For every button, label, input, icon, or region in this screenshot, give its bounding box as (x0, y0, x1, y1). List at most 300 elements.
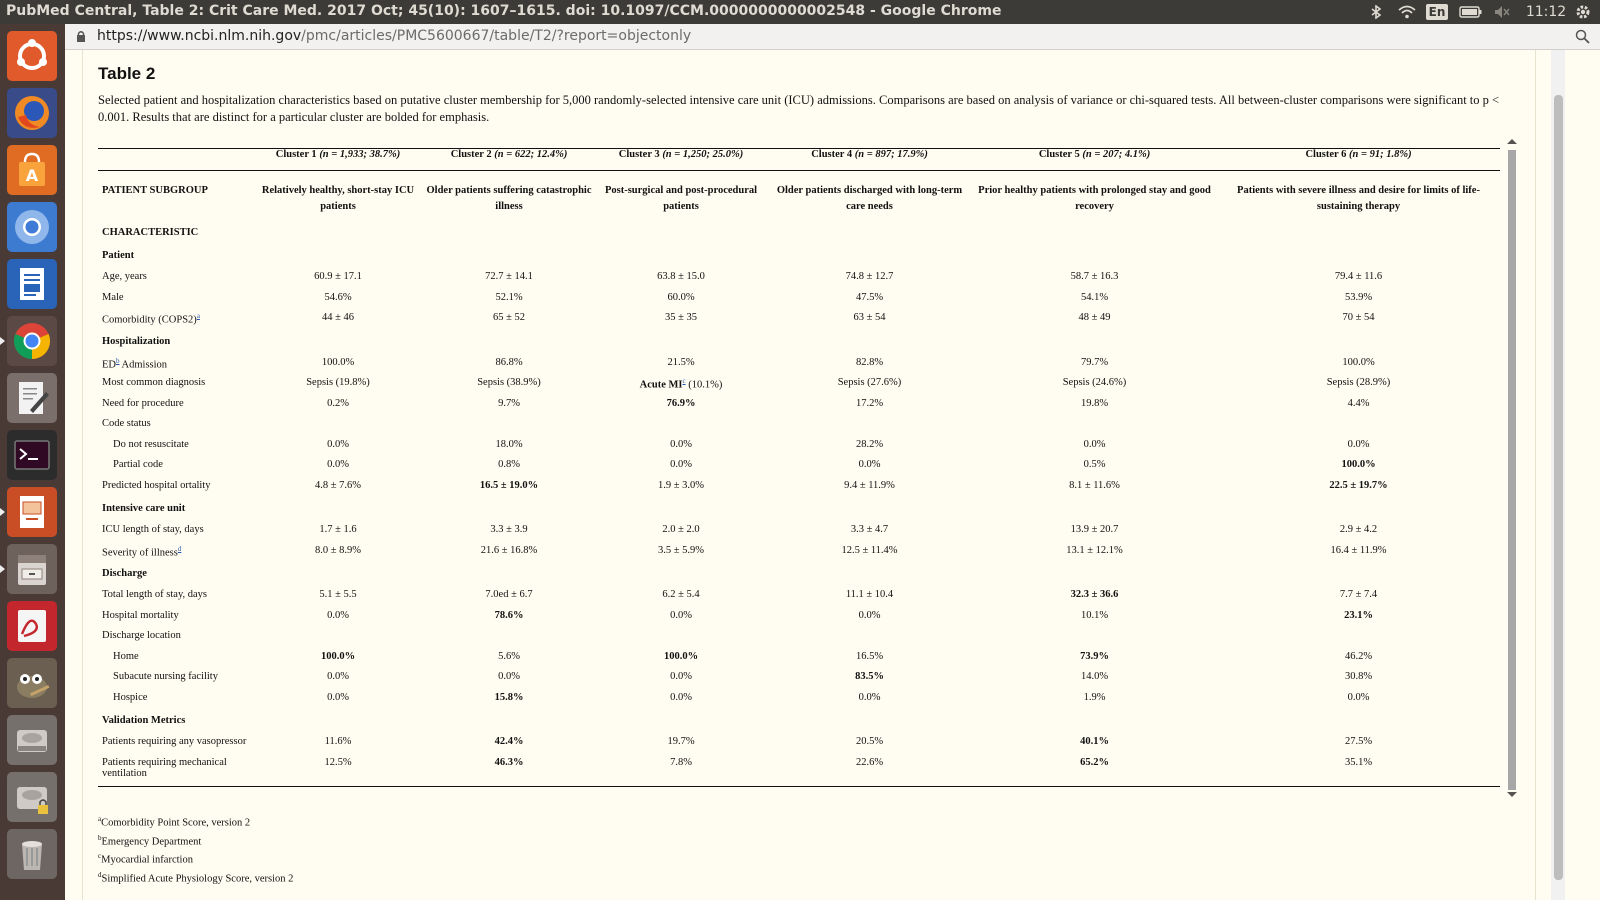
table-cell: 0.5% (1083, 459, 1106, 470)
url-host: https://www.ncbi.nlm.nih.gov (97, 28, 302, 44)
table-cell: 32.3 ± 36.6 (1070, 589, 1119, 600)
footnote-text: Comorbidity Point Score, version 2 (101, 817, 251, 829)
cluster-header (767, 149, 972, 171)
table-cell: 63.8 ± 15.0 (657, 271, 705, 282)
table-cell: 78.6% (494, 609, 524, 621)
table-row (98, 267, 1500, 288)
scroll-up-arrow-icon[interactable] (1507, 139, 1517, 144)
table-cell: Acute MI$^c$ (10.1%) (639, 377, 723, 391)
table-cell: 100.0% (320, 650, 356, 662)
footnote (98, 868, 293, 887)
table-cell: 8.0 ± 8.9% (314, 544, 361, 556)
cluster-n: (n = 622; 12.4%) (494, 149, 568, 160)
table-cell: 35.1% (1344, 756, 1373, 768)
keyboard-lang-label: En (1426, 4, 1449, 20)
table-cell: 74.8 ± 12.7 (845, 271, 894, 282)
wifi-icon[interactable] (1396, 0, 1418, 24)
table-cell: Sepsis (38.9%) (477, 377, 541, 388)
table-cell: 17.2% (855, 397, 884, 409)
row-label (98, 267, 253, 288)
hard-disk-icon (10, 718, 54, 762)
empty-cell (767, 414, 972, 435)
table-row (98, 373, 1500, 394)
table-cell: 7.7 ± 7.4 (1339, 589, 1378, 600)
table-row (98, 541, 1500, 562)
row-label (98, 414, 253, 435)
table-cell: 35 ± 35 (664, 312, 697, 323)
table-cell: 5.1 ± 5.5 (319, 589, 357, 600)
empty-header-cell (98, 149, 253, 171)
table-cell: 21.6 ± 16.8% (480, 544, 538, 556)
running-indicator (0, 337, 5, 345)
cluster-name: Cluster 3 (618, 149, 663, 160)
svg-text:A: A (25, 166, 39, 185)
table-cell: 2.0 ± 2.0 (662, 524, 700, 535)
table-cell: 11.6% (324, 736, 352, 747)
launcher-files-button[interactable] (7, 544, 57, 594)
launcher-chromium-button[interactable] (7, 202, 57, 252)
table-cell: 16.5% (855, 650, 884, 662)
shopping-bag-icon (10, 148, 54, 192)
table-cell: 0.0% (327, 459, 349, 470)
table-cell: 27.5% (1344, 736, 1373, 747)
table-cell: 54.1% (1080, 291, 1109, 303)
table-cell: Sepsis (27.6%) (837, 377, 902, 388)
row-label (98, 394, 253, 415)
address-bar[interactable] (65, 24, 1600, 50)
row-label-text: Most common diagnosis (102, 377, 206, 388)
table-row (98, 308, 1500, 329)
footnote (98, 849, 293, 868)
page-scrollbar[interactable] (1551, 50, 1565, 900)
table-cell: 1.9% (1083, 691, 1106, 703)
running-indicator (0, 508, 5, 516)
table-row (98, 288, 1500, 309)
table-cell: 54.6% (324, 291, 352, 303)
row-label-text: Predicted hospital ortality (102, 479, 211, 491)
ubuntu-logo-icon (10, 34, 54, 78)
section-heading: Validation Metrics (102, 715, 186, 726)
table-cell: 72.7 ± 14.1 (485, 271, 533, 282)
url-path: /pmc/articles/PMC5600667/table/T2/?report=objectonly (301, 28, 692, 44)
footnote-link[interactable]: a (196, 312, 200, 320)
table-row (98, 732, 1500, 753)
table-title: Table 2 (98, 64, 156, 83)
cluster-description: Prior healthy patients with prolonged stay and good recovery (978, 185, 1211, 212)
table-cell: 22.6% (855, 756, 884, 768)
table-cell: 0.0% (327, 609, 349, 621)
empty-cell (972, 626, 1217, 647)
table-cell: 60.9 ± 17.1 (314, 271, 362, 282)
table-row (98, 394, 1500, 415)
row-label (98, 626, 253, 647)
lock-icon[interactable] (76, 30, 86, 43)
table-cell: 16.4 ± 11.9% (1330, 544, 1387, 556)
page-content (65, 50, 1600, 900)
table-row (98, 353, 1500, 374)
cluster-description: Patients with severe illness and desire for limits of life-sustaining therapy (1237, 185, 1480, 212)
table-cell: 0.0% (670, 691, 692, 703)
text-editor-icon (10, 376, 54, 420)
table-row (98, 520, 1500, 541)
scroll-down-arrow-icon[interactable] (1507, 792, 1517, 797)
cluster-description: Relatively healthy, short-stay ICU patients (261, 185, 415, 212)
launcher-impress-button[interactable] (7, 487, 57, 537)
row-label-text: Comorbidity (COPS2) (102, 314, 197, 326)
firefox-icon (10, 91, 54, 135)
row-label (98, 353, 253, 374)
table-container (98, 148, 1500, 790)
row-label-text: Do not resuscitate (113, 438, 189, 450)
cluster-n: (n = 897; 17.9%) (854, 149, 928, 160)
row-label-text: ICU length of stay, days (102, 524, 204, 535)
row-label-text: Subacute nursing facility (113, 671, 218, 682)
footnote (98, 812, 293, 831)
table-cell: 63 ± 54 (853, 312, 886, 323)
table-cell: 3.3 ± 3.9 (490, 524, 528, 535)
cluster-description: Older patients suffering catastrophic illness (426, 185, 592, 212)
table-cell: 53.9% (1344, 291, 1373, 303)
launcher-document-viewer-button[interactable] (7, 601, 57, 651)
table-cell: 76.9% (666, 397, 696, 409)
table-cell: 65 ± 52 (492, 312, 525, 323)
footnote-link[interactable]: b (116, 356, 120, 365)
row-label (98, 647, 253, 668)
footnote-text: Simplified Acute Physiology Score, version 2 (101, 873, 294, 884)
table-footnotes (98, 812, 293, 886)
cluster-header (595, 149, 767, 171)
running-indicator (0, 565, 5, 573)
table-cell: 0.0% (327, 671, 349, 682)
empty-cell (423, 414, 595, 435)
footnote-ref (178, 545, 182, 553)
table-cell: Sepsis (24.6%) (1062, 377, 1127, 388)
footnote-mark: b (98, 833, 102, 842)
volume-muted-icon[interactable] (1492, 0, 1512, 24)
row-label-text: ED (102, 359, 116, 370)
footnote-ref (683, 377, 686, 385)
cluster-n: (n = 1,250; 25.0%) (662, 149, 744, 160)
table-cell: 9.7% (498, 397, 520, 409)
table-cell: 19.7% (667, 736, 695, 747)
launcher-trash-button[interactable] (7, 829, 57, 879)
table-cell: 0.8% (498, 459, 520, 470)
launcher (0, 24, 65, 900)
table-cell: 4.4% (1347, 397, 1370, 409)
locked-disk-icon (10, 775, 54, 819)
table-row (98, 455, 1500, 476)
table-cell: 47.5% (855, 291, 884, 303)
cluster-description: Older patients discharged with long-term care needs (776, 185, 963, 212)
footnote-mark: d (98, 870, 102, 879)
row-label-text: Patients requiring mechanical ventilation (102, 756, 227, 779)
file-cabinet-icon (10, 547, 54, 591)
table-row (98, 708, 1500, 732)
chromium-icon (10, 205, 54, 249)
table-cell: 100.0% (1341, 459, 1376, 470)
top-panel (0, 0, 1600, 24)
table-cell: 0.0% (1347, 691, 1370, 703)
table-cell: 1.7 ± 1.6 (319, 524, 357, 535)
empty-cell (972, 414, 1217, 435)
table-cell: 0.0% (327, 438, 349, 450)
table-cell: 44 ± 46 (321, 312, 354, 323)
table-cell: 100.0% (1342, 356, 1375, 368)
table-cell: 7.0ed ± 6.7 (485, 589, 533, 600)
row-label (98, 753, 253, 779)
row-label-text: Age, years (102, 271, 147, 282)
table-cell: 5.6% (498, 650, 520, 662)
table-cell: 18.0% (495, 438, 523, 450)
table-row (98, 606, 1500, 627)
table-cell: 42.4% (494, 736, 524, 747)
row-label-text: Total length of stay, days (102, 589, 208, 600)
table-cell: 10.1% (1080, 609, 1109, 621)
table-cell: 19.8% (1080, 397, 1109, 409)
footnote-mark: a (98, 815, 102, 823)
row-label (98, 435, 253, 456)
document-writer-icon (10, 262, 54, 306)
cluster-header (253, 149, 423, 171)
table-row (98, 496, 1500, 520)
table-cell: 79.4 ± 11.6 (1334, 271, 1383, 282)
table-cell: Sepsis (28.9%) (1326, 377, 1391, 388)
table-cell: 58.7 ± 16.3 (1070, 271, 1119, 282)
page-scrollbar-thumb[interactable] (1554, 95, 1563, 880)
row-label (98, 667, 253, 688)
footnote-link[interactable]: d (177, 544, 182, 553)
characteristic-label: CHARACTERISTIC (102, 226, 199, 238)
empty-cell (767, 626, 972, 647)
table-row (98, 647, 1500, 668)
empty-cell (595, 414, 767, 435)
table-row (98, 688, 1500, 709)
page-border-left (82, 50, 83, 900)
footnote-text: Myocardial infarction (101, 854, 193, 866)
row-label-text: Home (113, 650, 139, 662)
table-cell: 12.5 ± 11.4% (841, 544, 898, 556)
launcher-gimp-button[interactable] (7, 658, 57, 708)
row-label (98, 732, 253, 753)
row-label-text: Male (102, 291, 124, 303)
table-cell: 46.2% (1344, 650, 1373, 662)
zoom-magnifier-icon[interactable] (1575, 29, 1590, 44)
table-row (98, 753, 1500, 779)
row-label-text: Discharge location (102, 630, 181, 641)
table-cell: 21.5% (667, 356, 695, 368)
section-heading: Intensive care unit (102, 503, 186, 514)
row-label-text: Code status (102, 418, 151, 429)
table-cell: 0.0% (858, 609, 881, 621)
row-label (98, 541, 253, 562)
row-label (98, 688, 253, 709)
table-row (98, 667, 1500, 688)
footnote-ref (197, 312, 200, 320)
cluster-header-row (98, 149, 1500, 171)
table-cell: 7.8% (670, 756, 692, 768)
table-cell: 13.1 ± 12.1% (1066, 544, 1123, 556)
section-heading: Patient (102, 250, 135, 261)
table-cell: 9.4 ± 11.9% (844, 479, 895, 491)
row-label-suffix: Admission (119, 359, 168, 370)
table-cell: 13.9 ± 20.7 (1070, 524, 1119, 535)
table-row (98, 561, 1500, 585)
table-cell: 0.0% (1347, 438, 1370, 450)
table-cell: 1.9 ± 3.0% (657, 479, 704, 491)
table-row (98, 243, 1500, 267)
cluster-name: Cluster 4 (811, 149, 855, 160)
table-row (98, 626, 1500, 647)
row-label (98, 585, 253, 606)
table-cell: 79.7% (1080, 356, 1109, 368)
footnote-mark: c (98, 852, 102, 860)
footnote-text: Emergency Department (101, 836, 202, 847)
row-label (98, 520, 253, 541)
table-cell: 70 ± 54 (1342, 312, 1375, 323)
settings-gear-icon[interactable] (1572, 0, 1594, 24)
row-label (98, 308, 253, 329)
table-row (98, 414, 1500, 435)
row-label-text: Severity of illness (102, 547, 178, 558)
table-cell: 0.0% (670, 609, 692, 621)
table-cell: 40.1% (1080, 736, 1109, 747)
cluster-header (972, 149, 1217, 171)
table-cell: 46.3% (494, 756, 524, 768)
table-cell: 30.8% (1344, 671, 1373, 682)
table-row (98, 585, 1500, 606)
table-cell: 65.2% (1080, 756, 1109, 768)
battery-icon[interactable] (1457, 0, 1485, 24)
launcher-text-editor-button[interactable] (7, 373, 57, 423)
presentation-icon (10, 490, 54, 534)
table-row (98, 476, 1500, 497)
table-cell: 8.1 ± 11.6% (1069, 479, 1120, 491)
table-cell: 86.8% (495, 356, 523, 368)
cluster-description: Post-surgical and post-procedural patients (604, 185, 758, 212)
section-heading: Discharge (102, 568, 147, 579)
table-cell: 0.2% (327, 397, 349, 409)
window-title: PubMed Central, Table 2: Crit Care Med. 2017 Oct; 45(10): 1607–1615. doi: 10.1097/CCM.0000000000002548 - Google Chrome (6, 3, 1002, 19)
empty-cell (253, 414, 423, 435)
terminal-icon (10, 433, 54, 477)
cluster-n: (n = 207; 4.1%) (1082, 149, 1151, 160)
table-cell: 100.0% (321, 356, 355, 368)
cluster-name: Cluster 2 (450, 149, 495, 160)
row-label (98, 476, 253, 497)
launcher-firefox-button[interactable] (7, 88, 57, 138)
cluster-name: Cluster 6 (1305, 149, 1349, 160)
empty-cell (595, 626, 767, 647)
launcher-dash-button[interactable] (7, 31, 57, 81)
row-label-text: Partial code (113, 459, 163, 470)
table-cell: 83.5% (855, 671, 884, 682)
table-cell: 48 ± 49 (1078, 312, 1111, 323)
data-table (98, 148, 1500, 779)
table-cell: 6.2 ± 5.4 (662, 589, 700, 600)
row-label (98, 455, 253, 476)
table-scrollbar[interactable] (1505, 136, 1519, 804)
table-cell: 60.0% (667, 291, 695, 303)
characteristic-row (98, 223, 1500, 244)
table-row (98, 435, 1500, 456)
empty-cell (253, 626, 423, 647)
footnote-link[interactable]: c (682, 377, 686, 385)
table-cell: 0.0% (327, 691, 349, 703)
footnote (98, 831, 293, 850)
gimp-icon (10, 661, 54, 705)
launcher-disk-button[interactable] (7, 715, 57, 765)
cluster-header (423, 149, 595, 171)
table-bottom-rule (98, 786, 1500, 787)
table-scrollbar-thumb[interactable] (1508, 150, 1516, 790)
section-heading: Hospitalization (102, 335, 171, 347)
table-cell: 16.5 ± 19.0% (479, 479, 539, 491)
table-cell: 0.0% (670, 671, 692, 682)
clock[interactable] (1526, 0, 1566, 24)
cluster-n: (n = 91; 1.8%) (1349, 149, 1412, 160)
table-cell: 20.5% (855, 736, 884, 747)
trash-icon (10, 832, 54, 876)
launcher-software-center-button[interactable] (7, 145, 57, 195)
url-text[interactable] (97, 28, 691, 44)
cluster-name: Cluster 5 (1038, 149, 1083, 160)
clock-label: 11:12 (1525, 4, 1567, 20)
launcher-terminal-button[interactable] (7, 430, 57, 480)
table-cell: 4.8 ± 7.6% (314, 479, 361, 491)
table-cell: 100.0% (663, 650, 699, 662)
table-row (98, 329, 1500, 353)
table-cell: 11.1 ± 10.4 (845, 589, 894, 600)
table-cell: 0.0% (858, 459, 881, 470)
row-label-text: Hospital mortality (102, 609, 179, 621)
table-cell: 0.0% (670, 438, 692, 450)
row-label (98, 373, 253, 394)
row-label-text: Hospice (113, 691, 148, 703)
table-cell: 2.9 ± 4.2 (1339, 524, 1378, 535)
chrome-icon (10, 319, 54, 363)
row-label (98, 288, 253, 309)
empty-cell (1217, 626, 1500, 647)
launcher-writer-button[interactable] (7, 259, 57, 309)
table-cell: 0.0% (670, 459, 692, 470)
table-cell: 0.0% (858, 691, 881, 703)
table-cell: 14.0% (1080, 671, 1109, 682)
cluster-name: Cluster 1 (275, 149, 320, 160)
launcher-chrome-button[interactable] (7, 316, 57, 366)
row-label (98, 606, 253, 627)
keyboard-layout-indicator[interactable] (1425, 0, 1449, 24)
subgroup-label: PATIENT SUBGROUP (102, 185, 208, 196)
table-cell: 3.5 ± 5.9% (657, 544, 704, 556)
row-label-text: Need for procedure (102, 397, 184, 409)
launcher-disk-locked-button[interactable] (7, 772, 57, 822)
cluster-n: (n = 1,933; 38.7%) (319, 149, 401, 160)
table-caption: Selected patient and hospitalization characteristics based on putative cluster membership for 5,000 randomly-selected intensive care unit (ICU) admissions. Comparisons are based on analysis of variance or chi-squared tests. All between-cluster comparisons were significant to p < 0.001. Results that are distinct for a particular cluster are bolded for emphasis. (98, 93, 1500, 124)
cell-emphasis: Acute MI (639, 379, 683, 391)
row-label-text: Patients requiring any vasopressor (102, 736, 247, 747)
table-cell: 0.0% (498, 671, 520, 682)
empty-cell (1217, 414, 1500, 435)
table-cell: 52.1% (495, 291, 523, 303)
table-cell: 0.0% (1083, 438, 1106, 450)
bluetooth-icon[interactable] (1366, 0, 1386, 24)
pdf-viewer-icon (10, 604, 54, 648)
table-cell: Sepsis (19.8%) (306, 377, 370, 388)
table-cell: 22.5 ± 19.7% (1329, 479, 1388, 491)
table-cell: 3.3 ± 4.7 (850, 524, 889, 535)
table-cell: 82.8% (855, 356, 884, 368)
table-cell: 15.8% (494, 691, 524, 703)
